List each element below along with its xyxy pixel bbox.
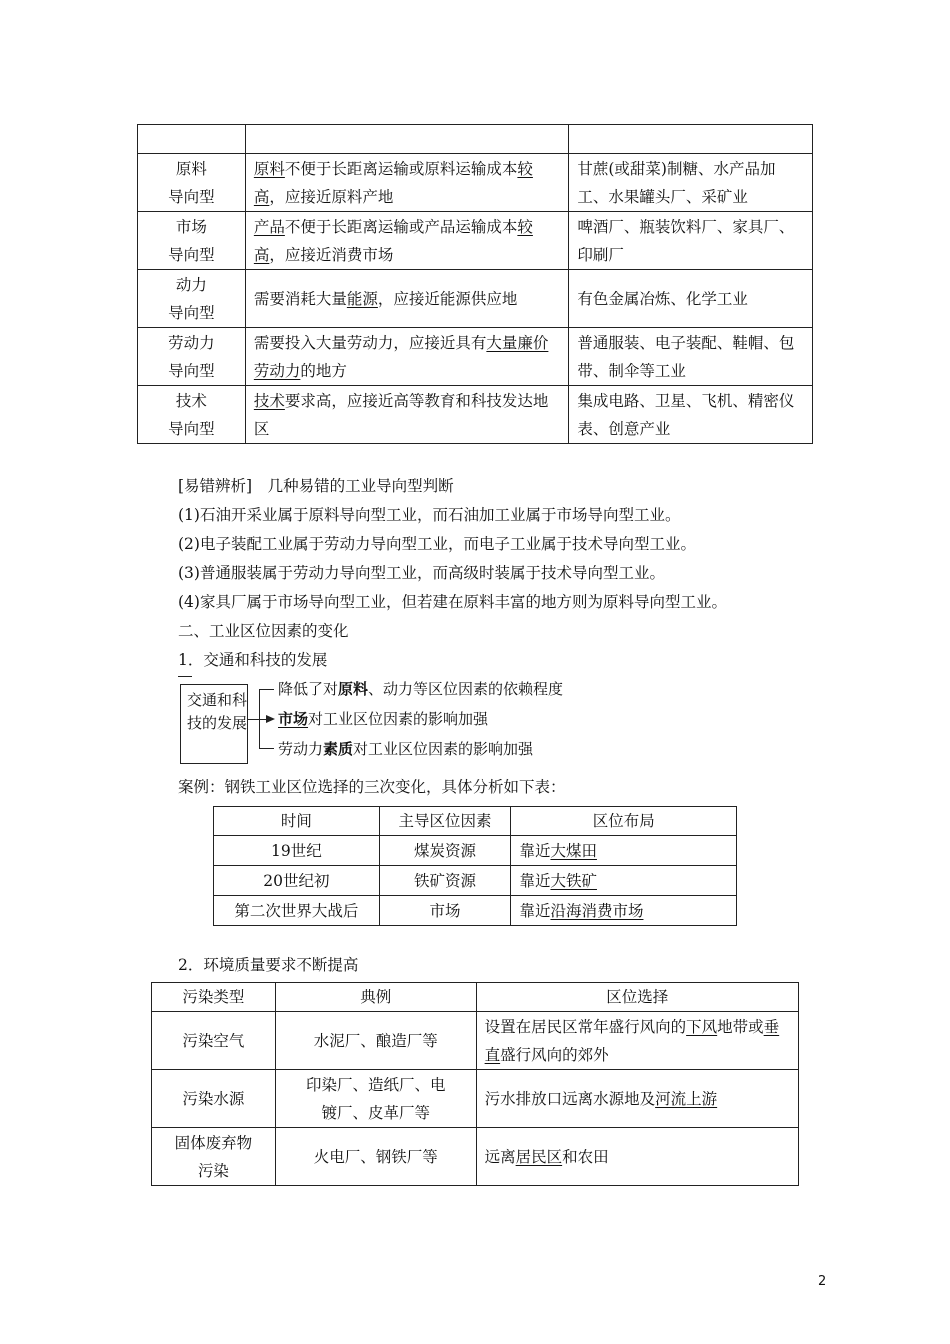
type-cell: 原料 导向型 xyxy=(138,154,246,212)
table-row xyxy=(138,212,813,270)
analysis-heading: [易错辨析] 几种易错的工业导向型判断 xyxy=(178,477,454,495)
examples-cell: 甘蔗(或甜菜)制糖、水产品加工、水果罐头厂、采矿业 xyxy=(569,154,813,212)
flow-branch-bottom xyxy=(259,748,274,749)
feature-cell: 原料不便于长距离运输或原料运输成本较高，应接近原料产地 xyxy=(245,154,568,212)
type-cell: 动力 导向型 xyxy=(138,270,246,328)
table-row: 固体废弃物污染 火电厂、钢铁厂等 远离居民区和农田 xyxy=(152,1128,799,1186)
section-title: 二、工业区位因素的变化 xyxy=(178,622,349,640)
table-row xyxy=(138,270,813,328)
examples-cell: 普通服装、电子装配、鞋帽、包带、制伞等工业 xyxy=(569,328,813,386)
flow-branch-1: 降低了对原料、动力等区位因素的依赖程度 xyxy=(278,680,564,698)
table-row: 污染水源 印染厂、造纸厂、电镀厂、皮革厂等 污水排放口远离水源地及河流上游 xyxy=(152,1070,799,1128)
flow-branch-top xyxy=(259,689,274,690)
type-cell: 劳动力 导向型 xyxy=(138,328,246,386)
flow-branch-3: 劳动力素质对工业区位因素的影响加强 xyxy=(278,740,534,758)
table-row xyxy=(138,125,813,154)
flow-arrow-shaft xyxy=(247,719,267,720)
feature-cell: 技术要求高，应接近高等教育和科技发达地区 xyxy=(245,386,568,444)
flow-arrow-head-icon xyxy=(266,715,275,723)
feature-cell: 产品不便于长距离运输或产品运输成本较高，应接近消费市场 xyxy=(245,212,568,270)
table-header-row: 时间 主导区位因素 区位布局 xyxy=(214,807,737,836)
page-number: 2 xyxy=(818,1274,827,1289)
orientation-table xyxy=(137,124,813,444)
table-row xyxy=(138,386,813,444)
steel-location-table xyxy=(213,806,737,926)
table-row: 20世纪初 铁矿资源 靠近大铁矿 xyxy=(214,866,737,896)
analysis-item: (4)家具厂属于市场导向型工业，但若建在原料丰富的地方则为原料导向型工业。 xyxy=(178,593,727,611)
diagram-top-rule xyxy=(178,676,192,677)
table-row xyxy=(138,154,813,212)
examples-cell: 集成电路、卫星、飞机、精密仪表、创意产业 xyxy=(569,386,813,444)
analysis-item: (2)电子装配工业属于劳动力导向型工业，而电子工业属于技术导向型工业。 xyxy=(178,535,696,553)
type-cell: 市场 导向型 xyxy=(138,212,246,270)
examples-cell: 啤酒厂、瓶装饮料厂、家具厂、印刷厂 xyxy=(569,212,813,270)
table-header-row: 污染类型 典例 区位选择 xyxy=(152,983,799,1012)
analysis-item: (1)石油开采业属于原料导向型工业，而石油加工业属于市场导向型工业。 xyxy=(178,506,681,524)
flow-branch-2: 市场对工业区位因素的影响加强 xyxy=(278,710,489,728)
type-cell: 技术 导向型 xyxy=(138,386,246,444)
case-intro: 案例：钢铁工业区位选择的三次变化，具体分析如下表： xyxy=(178,778,566,796)
table-row: 19世纪 煤炭资源 靠近大煤田 xyxy=(214,836,737,866)
examples-cell: 有色金属冶炼、化学工业 xyxy=(569,270,813,328)
table-row: 第二次世界大战后 市场 靠近沿海消费市场 xyxy=(214,896,737,926)
feature-cell: 需要投入大量劳动力，应接近具有大量廉价劳动力的地方 xyxy=(245,328,568,386)
table-row xyxy=(138,328,813,386)
flow-source-box: 交通和科技的发展 xyxy=(180,684,248,764)
feature-cell: 需要消耗大量能源，应接近能源供应地 xyxy=(245,270,568,328)
subsection-title: 1．交通和科技的发展 xyxy=(178,651,328,669)
analysis-item: (3)普通服装属于劳动力导向型工业，而高级时装属于技术导向型工业。 xyxy=(178,564,665,582)
pollution-table xyxy=(151,982,799,1186)
table-row: 污染空气 水泥厂、酿造厂等 设置在居民区常年盛行风向的下风地带或垂直盛行风向的郊外 xyxy=(152,1012,799,1070)
subsection-title: 2．环境质量要求不断提高 xyxy=(178,956,359,974)
